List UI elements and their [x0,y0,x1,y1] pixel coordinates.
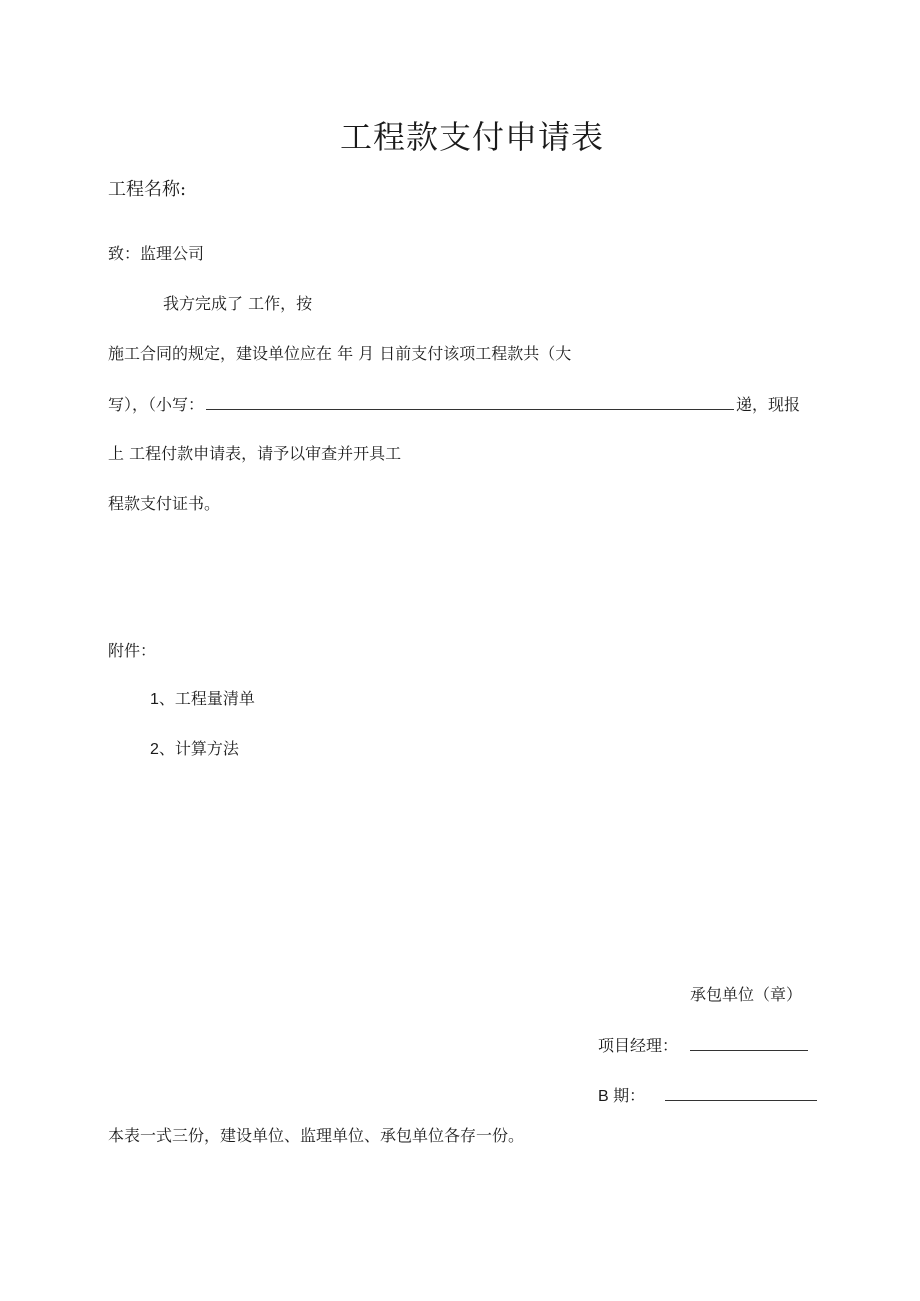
body-line-3-suffix: 递，现报 [736,395,801,414]
project-name-label: 工程名称: [108,179,187,200]
body-line-4: 上 工程付款申请表，请予以审查并开具工 [108,444,402,463]
addressee: 致：监理公司 [108,244,205,263]
attachment-item-1: 1、工程量清单 [150,691,255,708]
date-blank[interactable] [665,1085,817,1101]
attachment-item-2: 2、计算方法 [150,741,239,758]
body-line-1: 我方完成了 工作，按 [163,294,313,313]
document-title: 工程款支付申请表 [339,118,604,156]
amount-blank[interactable] [206,394,734,410]
footer-note: 本表一式三份，建设单位、监理单位、承包单位各存一份。 [108,1126,525,1145]
manager-blank[interactable] [690,1035,808,1051]
manager-label: 项目经理： [598,1036,679,1055]
date-label: B 期： [598,1088,646,1105]
body-line-3-prefix: 写），（小写： [108,395,205,414]
attachments-label: 附件： [108,641,157,660]
body-line-5: 程款支付证书。 [108,494,221,513]
contractor-seal-label: 承包单位（章） [690,985,803,1004]
manager-row [598,1035,808,1056]
date-row [598,1085,817,1107]
body-line-3 [108,394,800,415]
body-line-2: 施工合同的规定，建设单位应在 年 月 日前支付该项工程款共（大 [108,344,572,363]
